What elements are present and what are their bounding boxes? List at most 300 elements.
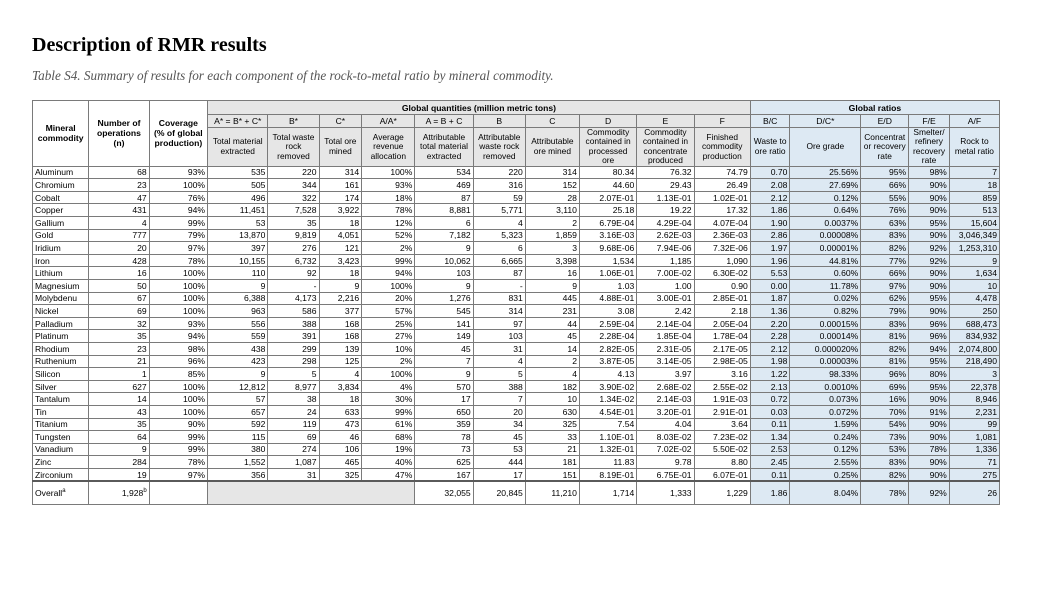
table-cell: 3.97 [637,368,694,381]
table-cell: 100% [149,267,207,280]
table-cell: 103 [415,267,473,280]
table-cell: 3.20E-01 [637,405,694,418]
table-cell: 627 [89,380,149,393]
table-cell: 0.00003% [790,355,861,368]
table-cell: 82% [861,242,909,255]
table-cell: 8.19E-01 [579,468,636,481]
table-cell: 2.07E-01 [579,191,636,204]
table-cell: 1.13E-01 [637,191,694,204]
table-cell: 46 [319,431,362,444]
table-cell: 9 [415,368,473,381]
overall-cell: 32,055 [415,481,473,505]
table-cell: 2.13 [750,380,790,393]
table-cell: 18 [319,217,362,230]
table-cell: 78 [415,431,473,444]
table-cell: 0.12% [790,443,861,456]
table-cell: 69% [861,380,909,393]
table-cell: 26.49 [694,179,750,192]
table-cell: 7 [473,393,525,406]
table-cell: 141 [415,317,473,330]
table-cell: 1.34E-02 [579,393,636,406]
overall-cell: 26 [949,481,999,505]
table-cell: 3.16 [694,368,750,381]
table-cell: - [268,279,319,292]
table-cell: 220 [473,166,525,179]
table-cell: 3 [949,368,999,381]
table-cell: 17.32 [694,204,750,217]
table-cell: 473 [319,418,362,431]
table-cell: 0.0010% [790,380,861,393]
table-cell: 3.08 [579,305,636,318]
overall-cell: 1,333 [637,481,694,505]
table-cell: 359 [415,418,473,431]
table-cell: 513 [949,204,999,217]
table-cell: 377 [319,305,362,318]
column-formula: B/C [750,115,790,128]
table-cell: 1.97 [750,242,790,255]
table-cell: 1.90 [750,217,790,230]
table-row [33,317,1000,330]
table-cell: 298 [268,355,319,368]
table-cell: 18 [319,267,362,280]
table-cell: 40% [362,456,415,469]
table-cell: 3,110 [525,204,579,217]
table-cell: 45 [525,330,579,343]
table-cell: 81% [861,355,909,368]
table-cell: 220 [268,166,319,179]
table-row [33,166,1000,179]
rmr-results-table [32,100,1000,505]
table-cell: 545 [415,305,473,318]
column-label: Concentrat or recovery rate [861,128,909,167]
table-cell: 3,398 [525,254,579,267]
table-cell: 380 [208,443,268,456]
table-cell: 57 [208,393,268,406]
table-cell: 85% [149,368,207,381]
header-coverage-sub: (% of global production) [154,128,203,149]
column-label: Commodity contained in processed ore [579,128,636,167]
table-cell: 93% [149,317,207,330]
table-cell: 9 [208,368,268,381]
table-cell: 2.45 [750,456,790,469]
table-cell: 534 [415,166,473,179]
table-row [33,405,1000,418]
table-cell: 391 [268,330,319,343]
overall-label: Overall$^a$ [33,481,89,505]
table-cell: 276 [268,242,319,255]
table-cell: 100% [149,380,207,393]
table-cell: 94% [149,330,207,343]
table-cell: 100% [149,393,207,406]
table-cell: 2.14E-03 [637,393,694,406]
table-cell: 47% [362,468,415,481]
table-cell: 4.29E-04 [637,217,694,230]
table-cell: 1,185 [637,254,694,267]
table-cell: 73% [861,431,909,444]
table-cell: 96% [909,330,950,343]
table-cell: 6,732 [268,254,319,267]
table-cell: 95% [861,166,909,179]
table-cell: 73 [415,443,473,456]
table-cell: 95% [909,380,950,393]
table-cell: 11.78% [790,279,861,292]
column-label: Waste to ore ratio [750,128,790,167]
table-cell: 3 [525,242,579,255]
table-cell: 82% [861,342,909,355]
table-cell: 50 [89,279,149,292]
table-cell: 0.24% [790,431,861,444]
table-cell: 25% [362,317,415,330]
table-cell: 100% [362,279,415,292]
table-cell: 1.91E-03 [694,393,750,406]
table-cell: 83% [861,229,909,242]
table-cell: 14 [89,393,149,406]
table-cell: 91% [909,405,950,418]
table-cell: 1.96 [750,254,790,267]
table-cell: 61% [362,418,415,431]
table-cell: 322 [268,191,319,204]
table-cell: 19.22 [637,204,694,217]
table-cell: 4,478 [949,292,999,305]
table-cell: 7.00E-02 [637,267,694,280]
table-row [33,431,1000,444]
table-cell: 0.00 [750,279,790,292]
table-row [33,368,1000,381]
table-cell: 314 [473,305,525,318]
table-cell: 25.56% [790,166,861,179]
table-cell: 2.18 [694,305,750,318]
table-cell: 6,388 [208,292,268,305]
table-cell: 2.05E-04 [694,317,750,330]
table-cell: 90% [909,204,950,217]
table-cell: 7,182 [415,229,473,242]
table-cell: 1.02E-01 [694,191,750,204]
table-cell: 83% [861,317,909,330]
table-cell: 535 [208,166,268,179]
table-cell: 92% [909,242,950,255]
table-cell: 23 [89,342,149,355]
table-cell: 1,336 [949,443,999,456]
table-cell: 93% [149,166,207,179]
table-cell: 78% [909,443,950,456]
table-cell: 1 [89,368,149,381]
table-cell: 8,881 [415,204,473,217]
table-cell: 2.17E-05 [694,342,750,355]
table-cell: 33 [525,431,579,444]
table-cell: 0.072% [790,405,861,418]
table-cell: 18 [949,179,999,192]
table-cell: 95% [909,292,950,305]
table-cell: 1.85E-04 [637,330,694,343]
table-cell: 0.82% [790,305,861,318]
table-cell: 168 [319,330,362,343]
table-cell: 4 [473,217,525,230]
table-cell: 35 [89,418,149,431]
table-cell: 18% [362,191,415,204]
table-cell: 7,528 [268,204,319,217]
table-row [33,355,1000,368]
table-cell: 274 [268,443,319,456]
table-cell: 834,932 [949,330,999,343]
table-cell: 505 [208,179,268,192]
table-cell: 149 [415,330,473,343]
table-cell: 90% [909,267,950,280]
table-row [33,468,1000,481]
table-cell: 3.16E-03 [579,229,636,242]
table-cell: 16% [861,393,909,406]
table-row [33,229,1000,242]
table-cell: 2.12 [750,342,790,355]
table-cell: 35 [268,217,319,230]
table-cell: 10,062 [415,254,473,267]
table-cell: 6 [415,217,473,230]
table-cell: 0.25% [790,468,861,481]
table-cell: 28 [525,191,579,204]
table-cell: 44.81% [790,254,861,267]
table-cell: 7.54 [579,418,636,431]
column-formula: B [473,115,525,128]
table-cell: 167 [415,468,473,481]
table-cell: 69 [268,431,319,444]
table-cell: 2.08 [750,179,790,192]
table-cell: 2.42 [637,305,694,318]
table-cell: 92 [268,267,319,280]
table-cell: 3.87E-05 [579,355,636,368]
table-cell: 45 [473,431,525,444]
mineral-name: Aluminum [33,166,89,179]
table-cell: 54% [861,418,909,431]
column-label: Commodity contained in concentrate produced [637,128,694,167]
table-cell: 218,490 [949,355,999,368]
table-cell: 100% [362,166,415,179]
table-cell: 250 [949,305,999,318]
table-cell: 8.80 [694,456,750,469]
table-cell: 4.13 [579,368,636,381]
table-cell: 57% [362,305,415,318]
table-cell: 30% [362,393,415,406]
table-cell: 11.83 [579,456,636,469]
mineral-name: Tungsten [33,431,89,444]
table-cell: 1,552 [208,456,268,469]
table-cell: 64 [89,431,149,444]
table-cell: 1,253,310 [949,242,999,255]
table-cell: 87 [473,267,525,280]
table-cell: 6.07E-01 [694,468,750,481]
table-cell: 100% [149,279,207,292]
table-cell: 100% [149,179,207,192]
table-cell: 275 [949,468,999,481]
table-cell: 5 [268,368,319,381]
table-cell: 44 [525,317,579,330]
table-cell: 23 [89,179,149,192]
table-cell: 181 [525,456,579,469]
table-row [33,292,1000,305]
mineral-name: Vanadium [33,443,89,456]
table-cell: 625 [415,456,473,469]
table-cell: 0.11 [750,468,790,481]
table-cell: 314 [319,166,362,179]
table-cell: 174 [319,191,362,204]
table-cell: 21 [89,355,149,368]
table-cell: 4 [319,368,362,381]
table-cell: 17 [473,468,525,481]
table-cell: 11,451 [208,204,268,217]
table-cell: 325 [525,418,579,431]
table-row [33,217,1000,230]
table-cell: 2.86 [750,229,790,242]
table-cell: 657 [208,405,268,418]
table-cell: 79% [149,229,207,242]
table-cell: 6.30E-02 [694,267,750,280]
table-cell: 1.00 [637,279,694,292]
table-cell: 7.94E-06 [637,242,694,255]
mineral-name: Palladium [33,317,89,330]
table-cell: 83% [861,456,909,469]
table-cell: 688,473 [949,317,999,330]
table-cell: 17 [415,393,473,406]
table-cell: 94% [149,204,207,217]
column-formula: E/D [861,115,909,128]
table-cell: 0.72 [750,393,790,406]
table-cell: 53 [473,443,525,456]
table-cell: 314 [525,166,579,179]
table-cell: 5.53 [750,267,790,280]
table-cell: 67 [89,292,149,305]
table-cell: 99% [149,443,207,456]
table-row [33,443,1000,456]
overall-operations: 1,928$^b$ [89,481,149,505]
table-cell: 4,051 [319,229,362,242]
table-cell: 0.00008% [790,229,861,242]
table-cell: 2.31E-05 [637,342,694,355]
table-cell: 90% [909,431,950,444]
table-cell: 8.03E-02 [637,431,694,444]
table-cell: 16 [525,267,579,280]
table-cell: 66% [861,267,909,280]
table-cell: 2 [525,217,579,230]
table-cell: 444 [473,456,525,469]
column-formula: A/A* [362,115,415,128]
table-cell: 98.33% [790,368,861,381]
table-cell: 4.07E-04 [694,217,750,230]
table-cell: 90% [909,279,950,292]
column-formula: A/F [949,115,999,128]
overall-row [33,481,1000,505]
table-cell: 69 [89,305,149,318]
table-cell: 0.70 [750,166,790,179]
table-cell: 53 [208,217,268,230]
table-cell: 71 [949,456,999,469]
table-cell: 777 [89,229,149,242]
table-cell: 100% [149,292,207,305]
table-cell: 29.43 [637,179,694,192]
table-cell: 2.28 [750,330,790,343]
table-cell: 9 [525,279,579,292]
table-row [33,254,1000,267]
header-mineral: Mineral commodity [33,101,89,167]
mineral-name: Ruthenium [33,355,89,368]
table-cell: 469 [415,179,473,192]
table-cell: 90% [909,179,950,192]
mineral-name: Iridium [33,242,89,255]
table-cell: 99% [362,405,415,418]
table-cell: 0.03 [750,405,790,418]
table-cell: 2.28E-04 [579,330,636,343]
table-cell: 1.36 [750,305,790,318]
table-row [33,179,1000,192]
table-row [33,393,1000,406]
table-cell: 5,323 [473,229,525,242]
table-cell: 12,812 [208,380,268,393]
table-cell: 630 [525,405,579,418]
table-cell: 115 [208,431,268,444]
table-cell: 1,859 [525,229,579,242]
table-cell: 1,090 [694,254,750,267]
table-cell: 4 [89,217,149,230]
table-cell: 90% [149,418,207,431]
table-cell: 14 [525,342,579,355]
mineral-name: Titanium [33,418,89,431]
table-cell: 90% [909,229,950,242]
overall-cell: 78% [861,481,909,505]
table-cell: 59 [473,191,525,204]
table-cell: 299 [268,342,319,355]
table-cell: 423 [208,355,268,368]
table-cell: 4.54E-01 [579,405,636,418]
mineral-name: Chromium [33,179,89,192]
table-cell: 161 [319,179,362,192]
table-cell: 6,665 [473,254,525,267]
column-label: Attributable total material extracted [415,128,473,167]
table-row [33,418,1000,431]
table-cell: 97 [473,317,525,330]
overall-coverage [149,481,207,505]
table-cell: 94% [362,267,415,280]
overall-cell: 11,210 [525,481,579,505]
table-cell: 55% [861,191,909,204]
table-cell: 465 [319,456,362,469]
table-cell: 68 [89,166,149,179]
table-cell: 3,922 [319,204,362,217]
mineral-name: Lithium [33,267,89,280]
table-cell: 0.00015% [790,317,861,330]
column-label: Rock to metal ratio [949,128,999,167]
table-cell: 119 [268,418,319,431]
table-cell: 2.20 [750,317,790,330]
table-cell: 556 [208,317,268,330]
table-cell: 99% [362,254,415,267]
column-formula: D/C* [790,115,861,128]
table-cell: 9 [949,254,999,267]
table-cell: 9,819 [268,229,319,242]
table-cell: 2,074,800 [949,342,999,355]
column-formula: C* [319,115,362,128]
table-cell: 4.88E-01 [579,292,636,305]
overall-cell: 1.86 [750,481,790,505]
table-cell: 97% [149,468,207,481]
table-cell: 81% [861,330,909,343]
table-cell: 52% [362,229,415,242]
column-formula: B* [268,115,319,128]
table-cell: 99% [149,217,207,230]
table-cell: 16 [89,267,149,280]
table-cell: 0.11 [750,418,790,431]
mineral-name: Copper [33,204,89,217]
column-formula: A = B + C [415,115,473,128]
table-cell: 97% [149,242,207,255]
mineral-name: Zirconium [33,468,89,481]
column-formula: D [579,115,636,128]
